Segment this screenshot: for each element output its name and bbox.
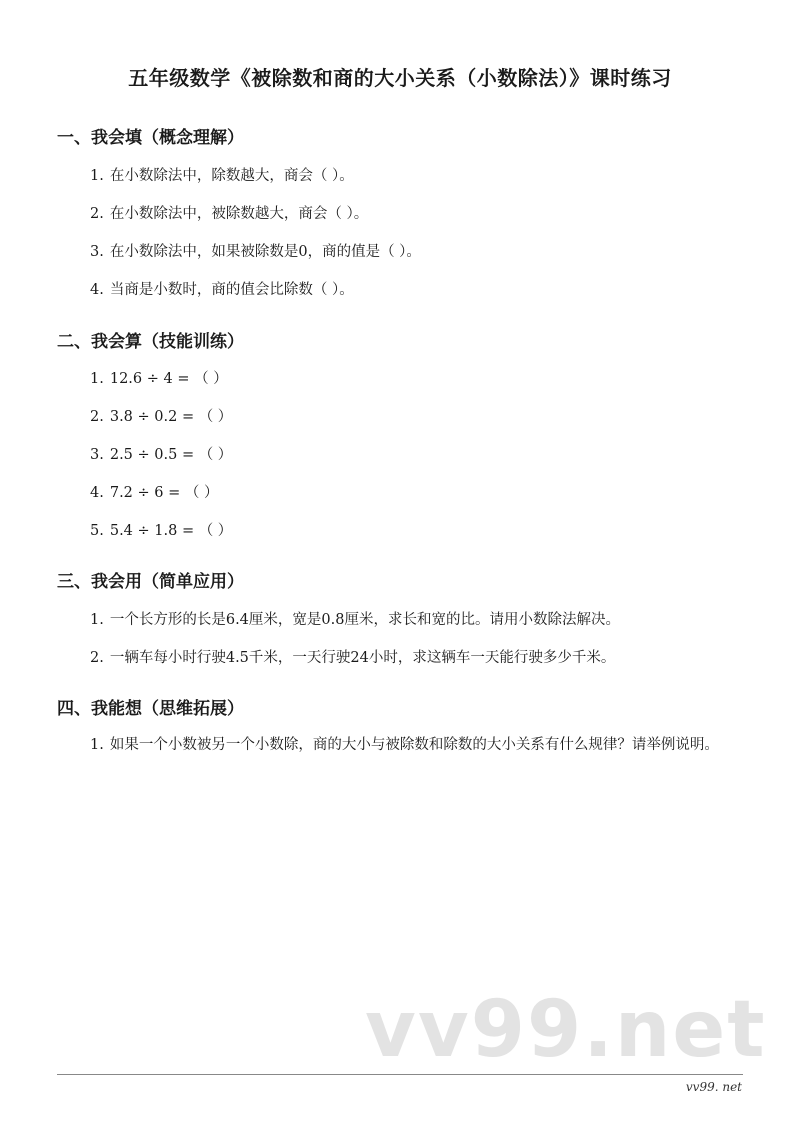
question-text: 如果一个小数被另一个小数除，商的大小与被除数和除数的大小关系有什么规律？请举例说明。 — [109, 737, 719, 753]
question-item — [90, 443, 232, 464]
question-text: 在小数除法中，除数越大，商会（ ）。 — [109, 168, 354, 184]
question-item — [90, 405, 232, 426]
question-text: 在小数除法中，如果被除数是0，商的值是（ ）。 — [109, 244, 421, 260]
question-text: 一辆车每小时行驶4.5千米，一天行驶24小时，求这辆车一天能行驶多少千米。 — [109, 650, 616, 666]
question-text: 5.4 ÷ 1.8 = （ ） — [109, 523, 233, 539]
question-text: 3.8 ÷ 0.2 = （ ） — [109, 409, 233, 425]
footer-divider — [57, 1074, 743, 1075]
question-text: 在小数除法中，被除数越大，商会（ ）。 — [109, 206, 369, 222]
question-number: 1. — [90, 612, 104, 628]
question-number: 3. — [90, 244, 104, 260]
section-heading-calc: 二、我会算（技能训练） — [57, 332, 244, 352]
question-number: 1. — [90, 168, 104, 184]
question-number: 1. — [90, 737, 104, 753]
question-item — [90, 646, 615, 667]
question-text: 一个长方形的长是6.4厘米，宽是0.8厘米，求长和宽的比。请用小数除法解决。 — [109, 612, 620, 628]
question-text: 2.5 ÷ 0.5 = （ ） — [109, 447, 233, 463]
question-item — [90, 481, 218, 502]
worksheet-title: 五年级数学《被除数和商的大小关系（小数除法）》课时练习 — [128, 66, 672, 90]
question-item — [90, 608, 620, 629]
question-item — [90, 278, 354, 299]
question-item — [90, 202, 368, 223]
question-number: 4. — [90, 485, 104, 501]
question-number: 2. — [90, 206, 104, 222]
question-item — [90, 240, 421, 261]
section-heading-think: 四、我能想（思维拓展） — [57, 699, 244, 719]
question-number: 2. — [90, 650, 104, 666]
section-heading-fill: 一、我会填（概念理解） — [57, 128, 244, 148]
watermark: vv99.net — [365, 985, 767, 1075]
question-number: 2. — [90, 409, 104, 425]
question-text: 12.6 ÷ 4 = （ ） — [109, 371, 228, 387]
question-number: 5. — [90, 523, 104, 539]
question-number: 1. — [90, 371, 104, 387]
question-item — [90, 519, 232, 540]
question-text: 7.2 ÷ 6 = （ ） — [109, 485, 219, 501]
question-item — [90, 367, 228, 388]
question-number: 4. — [90, 282, 104, 298]
section-heading-apply: 三、我会用（简单应用） — [57, 572, 244, 592]
footer-brand: vv99. net — [685, 1080, 742, 1094]
question-number: 3. — [90, 447, 104, 463]
question-text: 当商是小数时，商的值会比除数（ ）。 — [109, 282, 354, 298]
question-item — [57, 732, 747, 758]
question-item — [90, 164, 354, 185]
